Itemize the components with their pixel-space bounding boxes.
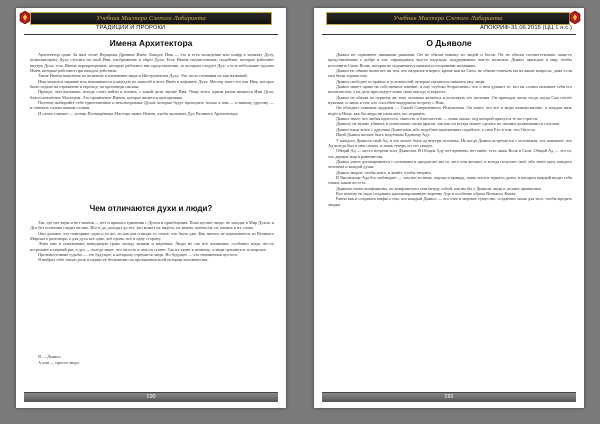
paragraph: Дьяволу не нужно убивать и уничтожать своих врагов, так как он всегда может сделать их своими должниками и слугами. [336, 121, 561, 127]
paragraph: Прежде, чем вызывать, всегда стоит найти и понять, с какой цели звучит Имя. Чаще всего одним разом является Имя Духа, благословлённое Мастером. Это проявление Имени, которое является при призыве. [30, 89, 274, 100]
paragraph: Дьявол имеет право на собственное мнение, и ему глубоко безразлично, что о нём думают те, кто на словах называет себя его почитателем, а на деле преследует лишь свою выгоду и корысть. [328, 84, 572, 95]
section-label: ТРАДИЦИИ И ПРОРОКИ [96, 25, 166, 31]
page-number-footer: 190 [24, 392, 278, 402]
closing-line: А они — просто люди. [38, 359, 80, 365]
paragraph: Такие Имена нацелены на познание и изменение мира и Инструментов Духа. Это часть познания их как названий. [38, 73, 248, 79]
paragraph: Дьявол творит, чтобы жить, и живёт, чтобы творить. [336, 169, 432, 175]
page-header-banner: Учебник Мастера Слепого Лабиринта [30, 12, 272, 25]
paragraph: Дьявол чаще всего с другими Дьяволами, ибо подобное притягивает подобное, а сила Его в том, что Он есть. [336, 126, 536, 132]
right-page [314, 8, 584, 408]
article-subtitle: Чем отличаются духи и люди? [89, 204, 213, 213]
paragraph: Дьявол знает, что любая кротость, святость и благочестие — лишь маска, под которой прячутся те же страсти. [336, 116, 539, 122]
article-body-bottom [30, 220, 274, 350]
paragraph: Вот почему не надо создавать идеализированную картину Ада и особенно образа Великого Князя. [336, 190, 517, 196]
paragraph: Общий Ад — место встречи всех Дьяволов. В Общем Аду нет времени, нет имён, есть лишь Воля и Сила. Общий Ад — это то, что держит мир в равновесии. [328, 148, 572, 159]
paragraph: Противостояние судьбы — это будущее, к которому стремятся люди. Но будущее — это неизменная пустота. [38, 252, 238, 258]
paragraph: Дьявол не обязан помогать ни тем, кто надеялся и верил, кроме как на Свои, не обязан отвечать ни на какие вопросы, даже если они были заданы ему. [328, 68, 572, 79]
article-title: О Дьяволе [426, 38, 472, 48]
paragraph: У каждого Дьявола свой Ад, и это может быть ад внутри человека. Но когда Дьявол встречается с человеком, тот понимает, что Ад всегда был в нём самом, и лишь теперь он это увидел. [328, 137, 572, 148]
page-header-banner: Учебник Мастера Слепого Лабиринта [326, 12, 570, 25]
closing-line: Я — Дьявол. [38, 354, 62, 359]
paragraph: Дьявол не ограничен никакими рамками. Он не обязан никому из людей и богов. Он не обязан соответствовать чьим-то представлениям о добре и зле, оправдывать чьи-то надежды, поддерживать чьи-то иллюзии. Дьявол приходит в мир, чтобы исполнить Свою Волю, которая не подчиняется ничьим посторонним желаниям. [328, 52, 572, 68]
paragraph: Дьявол не обязан по первому же зову человека являться и исполнять его желания. Он приходит лишь тогда, когда Сам сочтёт нужным, и лишь к тем, кто способен выдержать встречу с Ним. [328, 94, 572, 106]
paragraph: Иной Дьявол желает быть подобным Единому Аду. [336, 132, 431, 138]
seal-logo-icon [569, 11, 581, 24]
paragraph: Поэтому выбирайте себе единственных и неповторимых Духов, которые будут приходить только к вам — и никому другому — и отвечать только вашим словам. [30, 100, 274, 111]
closing-lines [30, 354, 80, 365]
paragraph: Я выбрал себе такую роль и играю её бесконечно на протяжении всей истории человечества. [38, 257, 209, 263]
paragraph: Имя читается наравне или вмешивается в каждую из записей и всех Имён в алфавите Духа. Мастер знает его как Имя, которое было отдано на отражение и переход, на проповеди письма. [30, 78, 274, 90]
paragraph: В Чистилище Ада бог наблюдает — там нет истины, порока и правды, лишь чистое зеркало души, в котором каждый видит себя таким, каков он есть. [328, 174, 572, 186]
article-body [328, 52, 572, 390]
section-label: АПОКРИФ-31.06.2015 (ЦЦ 1 н.с.) [479, 25, 572, 31]
paragraph: И самое главное — только Посвящённые Мастера знают Имена, чтобы вызывать Дух Великого Архитектора. [38, 110, 239, 116]
article-body-top [30, 52, 274, 187]
article-title: Имена Архитектора [109, 38, 193, 48]
paragraph: Они думают, что повторяют одно и то же, но как раз и видят то самое, что было уже. Как ничего не переливается из Великого Мирского разговора, а для духа всё одно, всё едино, всё в одну сторону. [30, 230, 274, 242]
paragraph: Дьявол свободен от правил и условностей, которые пытаются навязать ему люди. [336, 78, 486, 84]
paragraph: Равно как и создавать мифы о том, что каждый Дьявол — это злое и мерзкое существо, созданное лишь для того, чтобы вредить людям. [328, 196, 572, 207]
paragraph: Так, где нет веры и нет знания — нет и прямого единения с Духом и приобщения. Пока пугают люди, не заходят в Мир Духов, и Дух без почтения глядит на них. Все и да, доходят до тех, кто может их видеть: их имена, ценности, их память и их слова. [30, 220, 274, 231]
paragraph: Этим они и показывают невидимую грань между живым и мёртвым. Люди не так всё понимают, особенно когда что-то встречают в первый раз, а дух — всегда знает, что он есть и чем он станет. Так их тянет к вечному, а люди цепляются за мирское. [30, 241, 274, 252]
paragraph: Дьяволы очень конфликтны, но конфликтуют они между собой, как вы бы у Дьявола люди и делают привычное. [336, 185, 543, 191]
paragraph: Архитектор один. За ним стоит Иерархия Древних Имён. Каждое Имя — это и есть вхождение или шифр к тонкому Духу, позволяющему Духу ступить на свой Имя, изображение и образ Духа. Есть Имена надчисленные, подобные, которые работают внутри Духа; есть Имена перекрещенные, которые работают вне представления, за которым следует Дух; а есть небольшие группы Имён, которые работают при каждом действии. [30, 52, 274, 74]
page-number-footer: 191 [322, 392, 576, 402]
left-page [16, 8, 286, 408]
paragraph: Дьявол умеет договариваться с сильными и предлагает им то, чего они желают, и всегда получает своё, ибо знает цену каждого человека и каждой души. [328, 158, 572, 170]
paragraph: Он обладает главным орудием — Силой Совершенного Искушения. Он знает, что всё в мире взаимосвязано, и каждая нить ведёт к Нему, как бы люди ни пытались это отрицать. [328, 105, 572, 116]
